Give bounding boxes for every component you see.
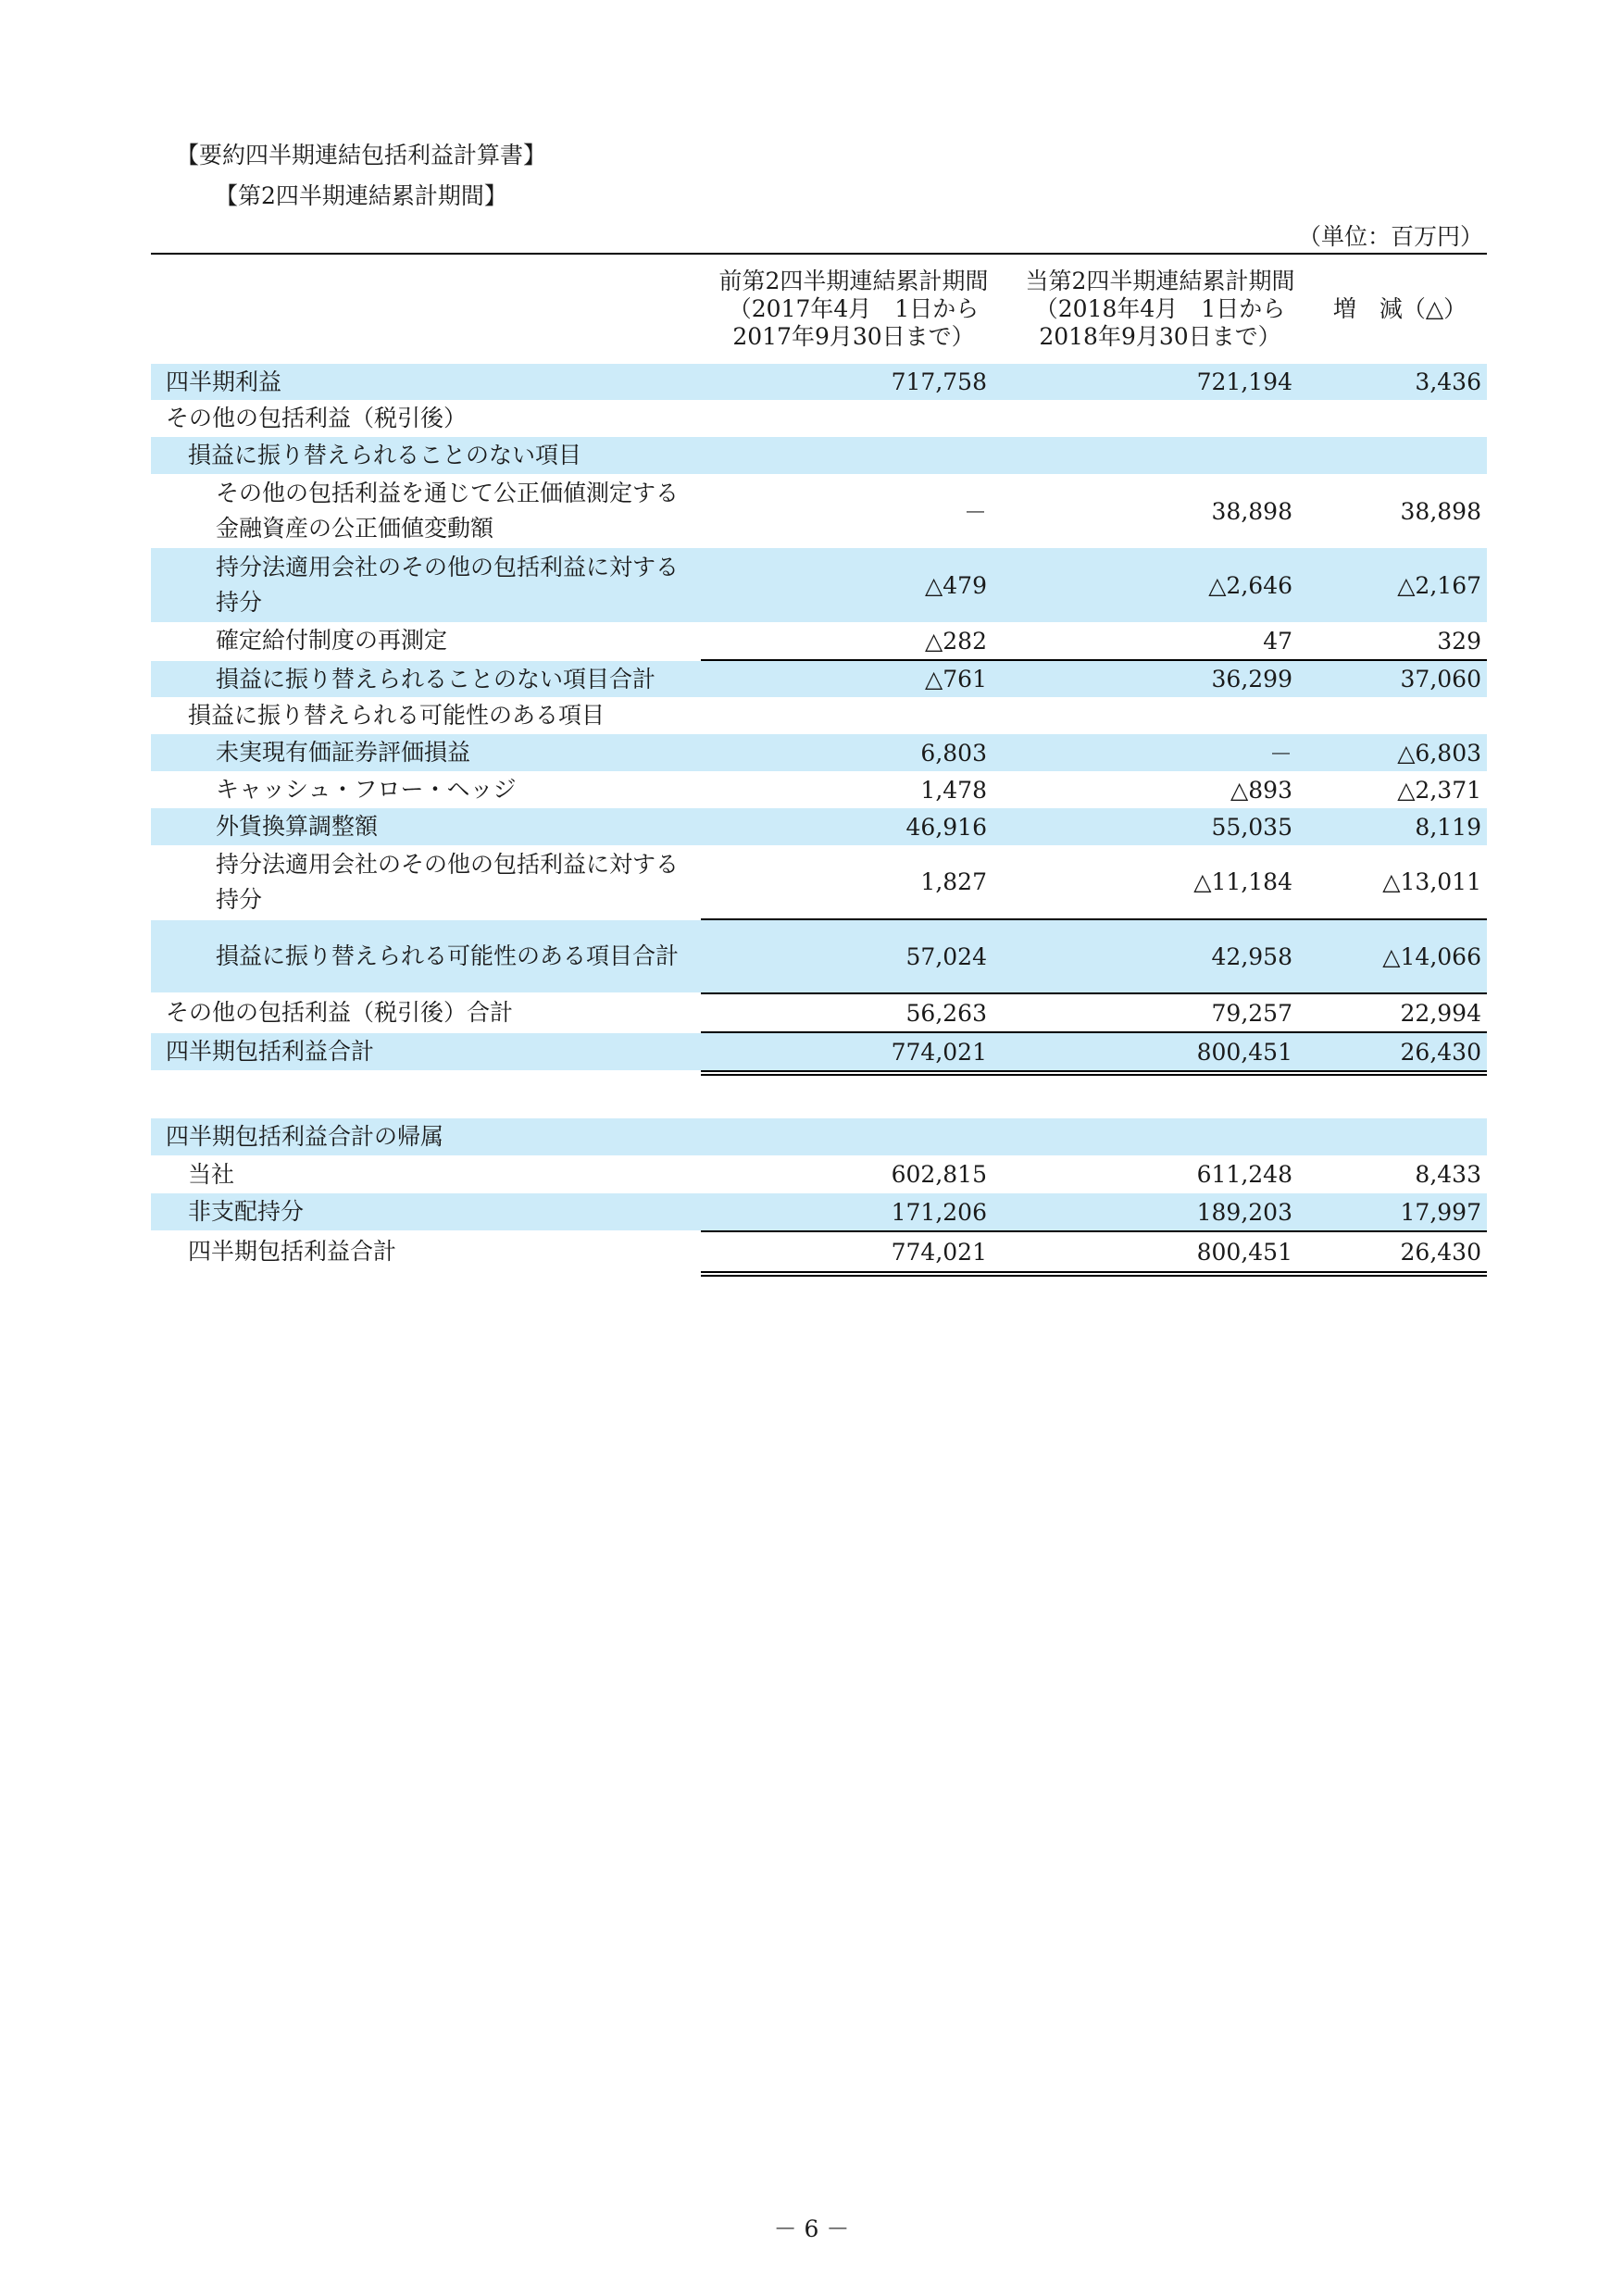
- table-row: [151, 771, 1487, 808]
- table-row: [151, 1155, 1487, 1193]
- cell-prior: 774,021: [891, 1238, 987, 1266]
- cell-current: △2,646: [1208, 571, 1292, 599]
- row-label: 持分法適用会社のその他の包括利益に対する持分: [216, 554, 680, 616]
- cell-prior: 56,263: [905, 999, 987, 1027]
- cell-current: 800,451: [1196, 1038, 1292, 1066]
- table-row: [151, 661, 1487, 697]
- double-rule: [701, 1271, 1487, 1277]
- table-row: [151, 364, 1487, 400]
- table-row: [151, 1118, 1487, 1155]
- table-row: [151, 548, 1487, 622]
- row-label: 損益に振り替えられる可能性のある項目: [188, 702, 606, 729]
- row-label: その他の包括利益（税引後）: [166, 405, 468, 431]
- cell-change: 38,898: [1400, 497, 1481, 525]
- row-label: 持分法適用会社のその他の包括利益に対する持分: [216, 850, 680, 913]
- table-row: [151, 734, 1487, 771]
- table-row: [151, 1033, 1487, 1070]
- cell-prior: 1,827: [920, 868, 987, 895]
- row-label: 当社: [188, 1160, 235, 1188]
- cell-change: 22,994: [1400, 999, 1481, 1027]
- cell-change: 329: [1437, 627, 1481, 655]
- table-header: [151, 253, 1487, 367]
- double-rule: [701, 1070, 1487, 1076]
- row-label: その他の包括利益（税引後）合計: [166, 999, 514, 1026]
- cell-prior: －: [963, 499, 987, 526]
- cell-prior: 602,815: [891, 1161, 987, 1188]
- cell-change: △14,066: [1382, 942, 1481, 970]
- cell-change: 37,060: [1400, 666, 1481, 693]
- row-label: 損益に振り替えられる可能性のある項目合計: [216, 942, 680, 969]
- cell-prior: 6,803: [920, 739, 987, 767]
- cell-current: －: [1268, 741, 1292, 767]
- cell-current: △11,184: [1193, 868, 1292, 895]
- table-row: [151, 994, 1487, 1031]
- period-subtitle: 【第2四半期連結累計期間】: [215, 182, 507, 209]
- cell-current: 721,194: [1196, 368, 1292, 395]
- cell-change: 26,430: [1400, 1238, 1481, 1266]
- row-label: 確定給付制度の再測定: [216, 627, 448, 654]
- table-row: [151, 920, 1487, 992]
- cell-change: 26,430: [1400, 1038, 1481, 1066]
- row-label: 非支配持分: [188, 1198, 305, 1225]
- table-row: [151, 808, 1487, 845]
- header-prior-period: 前第2四半期連結累計期間 （2017年4月 1日から 2017年9月30日まで）: [718, 268, 989, 350]
- cell-current: 38,898: [1211, 497, 1292, 525]
- cell-current: 42,958: [1211, 942, 1292, 970]
- table-row: [151, 1232, 1487, 1271]
- cell-prior: △479: [925, 571, 987, 599]
- cell-current: 189,203: [1196, 1198, 1292, 1226]
- row-label: 四半期利益: [166, 368, 282, 395]
- row-label: キャッシュ・フロー・ヘッジ: [216, 776, 517, 803]
- cell-change: 8,119: [1415, 813, 1481, 841]
- row-label: 四半期包括利益合計: [188, 1238, 397, 1265]
- cell-prior: 46,916: [905, 813, 987, 841]
- table-row: [151, 1193, 1487, 1230]
- row-label: 四半期包括利益合計: [166, 1038, 375, 1065]
- row-label: 四半期包括利益合計の帰属: [166, 1123, 444, 1150]
- statement-title: 【要約四半期連結包括利益計算書】: [176, 142, 547, 168]
- page-number: － 6 －: [773, 2215, 850, 2242]
- cell-change: 17,997: [1400, 1198, 1481, 1226]
- cell-current: 79,257: [1211, 999, 1292, 1027]
- cell-current: 55,035: [1211, 813, 1292, 841]
- table-row: [151, 400, 1487, 437]
- header-current-period: 当第2四半期連結累計期間 （2018年4月 1日から 2018年9月30日まで）: [1025, 268, 1295, 350]
- table-row: [151, 845, 1487, 918]
- header-change: 増 減（△）: [1332, 295, 1467, 322]
- cell-prior: △282: [925, 627, 987, 655]
- cell-change: △2,371: [1397, 776, 1481, 804]
- cell-change: △13,011: [1382, 868, 1481, 895]
- cell-change: 3,436: [1415, 368, 1481, 395]
- cell-prior: 1,478: [920, 776, 987, 804]
- row-label: 損益に振り替えられることのない項目: [188, 442, 582, 468]
- cell-change: 8,433: [1415, 1161, 1481, 1188]
- row-label: 損益に振り替えられることのない項目合計: [216, 665, 656, 693]
- cell-current: 36,299: [1211, 666, 1292, 693]
- row-label: 外貨換算調整額: [216, 813, 379, 840]
- cell-change: △2,167: [1397, 571, 1481, 599]
- row-label: その他の包括利益を通じて公正価値測定する金融資産の公正価値変動額: [216, 480, 680, 542]
- table-row: [151, 474, 1487, 548]
- table-row: [151, 437, 1487, 474]
- unit-label: （単位：百万円）: [1297, 223, 1483, 250]
- cell-prior: 774,021: [891, 1038, 987, 1066]
- row-label: 未実現有価証券評価損益: [216, 739, 471, 766]
- cell-prior: 57,024: [905, 942, 987, 970]
- cell-current: 611,248: [1196, 1161, 1292, 1188]
- table-row: [151, 697, 1487, 734]
- cell-change: △6,803: [1397, 739, 1481, 767]
- cell-current: △893: [1230, 776, 1292, 804]
- cell-current: 800,451: [1196, 1238, 1292, 1266]
- cell-prior: △761: [925, 666, 987, 693]
- cell-current: 47: [1263, 627, 1292, 655]
- cell-prior: 717,758: [891, 368, 987, 395]
- cell-prior: 171,206: [891, 1198, 987, 1226]
- table-row: [151, 622, 1487, 659]
